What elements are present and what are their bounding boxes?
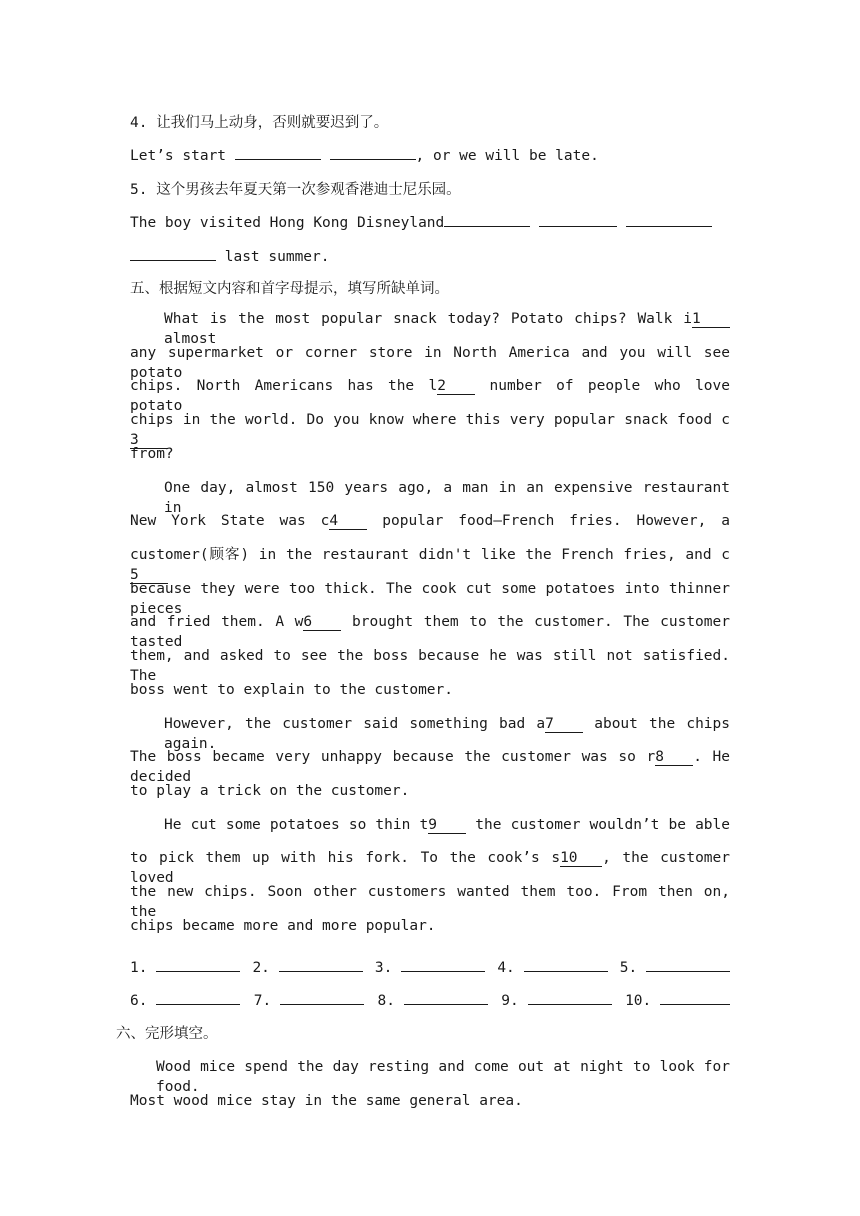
passage-text: New York State was c [130, 513, 330, 529]
answer-blank[interactable] [528, 990, 612, 1005]
section5-title: 五、根据短文内容和首字母提示，填写所缺单词。 [130, 281, 449, 297]
answer-blank[interactable] [524, 957, 608, 972]
answers-row-1 [130, 957, 730, 976]
answer-number: 6. [130, 993, 157, 1009]
section6-line-2: Most wood mice stay in the same general area. [130, 1093, 523, 1109]
passage-blank-5[interactable]: 5 [130, 567, 168, 584]
section6-title: 六、完形填空。 [116, 1026, 218, 1042]
q5-blank-1[interactable] [444, 226, 530, 227]
passage-text: popular food—French fries. However, a [367, 513, 730, 529]
passage-text: the new chips. Soon other customers wanted them too. From then on, the [130, 884, 730, 920]
answer-item-2 [252, 957, 362, 976]
passage-text: What is the most popular snack today? Potato chips? Walk i [164, 311, 692, 327]
passage-text: boss went to explain to the customer. [130, 682, 454, 698]
section6-line-1: Wood mice spend the day resting and come out at night to look for food. [156, 1059, 730, 1095]
answer-blank[interactable] [646, 957, 730, 972]
answer-number: 8. [377, 993, 404, 1009]
passage-text: about the chips again. [164, 716, 730, 752]
answer-item-5 [620, 957, 730, 976]
answer-number: 7. [253, 993, 280, 1009]
answer-number: 1. [130, 960, 157, 976]
q5-chinese: 5. 这个男孩去年夏天第一次参观香港迪士尼乐园。 [130, 182, 461, 198]
passage-text: The boss became very unhappy because the customer was so r [130, 749, 656, 765]
passage-blank-2[interactable]: 2 [437, 378, 475, 395]
passage-p4-line-4 [130, 916, 730, 936]
passage-p3-line-3 [130, 781, 730, 801]
passage-blank-7[interactable]: 7 [545, 716, 583, 733]
passage-text: number of people who love potato [130, 378, 730, 414]
answer-number: 9. [501, 993, 528, 1009]
passage-text: . He decided [130, 749, 731, 785]
answer-blank[interactable] [156, 957, 240, 972]
passage-blank-10[interactable]: 10 [560, 850, 602, 867]
q5-blank-2[interactable] [539, 226, 617, 227]
passage-text: to pick them up with his fork. To the cook’s s [130, 850, 561, 866]
passage-text: One day, almost 150 years ago, a man in an expensive restaurant in [164, 480, 730, 516]
q5-english-part-b: last summer. [224, 249, 330, 265]
passage-blank-8[interactable]: 8 [655, 749, 693, 766]
answer-number: 4. [497, 960, 524, 976]
q5-english-line-1 [130, 213, 730, 233]
answer-number: 3. [374, 960, 402, 976]
answers-row-2 [130, 990, 730, 1009]
answer-blank[interactable] [279, 957, 363, 972]
passage-text: brought them to the customer. The customer tasted [130, 614, 730, 650]
passage-p1-line-5 [130, 444, 730, 464]
passage-blank-9[interactable]: 9 [428, 817, 466, 834]
passage-text: almost [164, 331, 217, 347]
passage-text: customer(顾客) in the restaurant didn't like the French fries, and c [130, 547, 730, 563]
passage-text: chips became more and more popular. [130, 918, 436, 934]
passage-text: He cut some potatoes so thin t [164, 817, 429, 833]
q5-blank-3[interactable] [626, 226, 712, 227]
answer-blank[interactable] [401, 957, 485, 972]
answer-item-1 [130, 957, 240, 976]
passage-blank-4[interactable]: 4 [329, 513, 367, 530]
q4-chinese: 4. 让我们马上动身，否则就要迟到了。 [130, 115, 389, 131]
passage-text: them, and asked to see the boss because he was still not satisfied. The [130, 648, 730, 684]
q5-english-line-2 [130, 247, 730, 267]
q4-english-part-a: Let’s start [130, 148, 227, 164]
passage-blank-1[interactable]: 1 [692, 311, 730, 328]
passage-text: any supermarket or corner store in North America and you will see potato [130, 345, 730, 381]
passage-text: chips. North Americans has the l [130, 378, 438, 394]
answer-blank[interactable] [280, 990, 364, 1005]
answer-item-8 [378, 990, 488, 1009]
passage-text: because they were too thick. The cook cut some potatoes into thinner pieces [130, 581, 730, 617]
passage-p4-line-1 [164, 815, 730, 835]
passage-text: However, the customer said something bad a [164, 716, 546, 732]
passage-blank-6[interactable]: 6 [303, 614, 341, 631]
passage-blank-3[interactable]: 3 [130, 432, 168, 449]
answer-blank[interactable] [156, 990, 240, 1005]
q4-english-part-b: , or we will be late. [415, 148, 599, 164]
answer-blank[interactable] [660, 990, 730, 1005]
q5-blank-4[interactable] [130, 260, 216, 261]
answer-item-9 [501, 990, 611, 1009]
passage-text: and fried them. A w [130, 614, 304, 630]
answer-number: 10. [625, 993, 660, 1009]
answer-blank[interactable] [404, 990, 488, 1005]
answer-number: 2. [252, 960, 279, 976]
answer-item-3 [375, 957, 485, 976]
passage-p2-line-2 [130, 511, 730, 531]
passage-text: , the customer loved [130, 850, 730, 886]
answer-item-10 [625, 990, 730, 1009]
answer-item-6 [130, 990, 240, 1009]
q4-blank-1[interactable] [235, 159, 321, 160]
passage-text: to play a trick on the customer. [130, 783, 410, 799]
passage-p2-line-7 [130, 680, 730, 700]
q5-english-part-a: The boy visited Hong Kong Disneyland [130, 215, 445, 231]
passage-text: from? [130, 446, 174, 462]
answer-item-4 [497, 957, 607, 976]
answer-number: 5. [619, 960, 646, 976]
passage-text: chips in the world. Do you know where this very popular snack food c [130, 412, 730, 428]
q4-blank-2[interactable] [330, 159, 416, 160]
answer-item-7 [254, 990, 364, 1009]
q4-english [130, 146, 730, 166]
passage-text: the customer wouldn’t be able [466, 817, 730, 833]
